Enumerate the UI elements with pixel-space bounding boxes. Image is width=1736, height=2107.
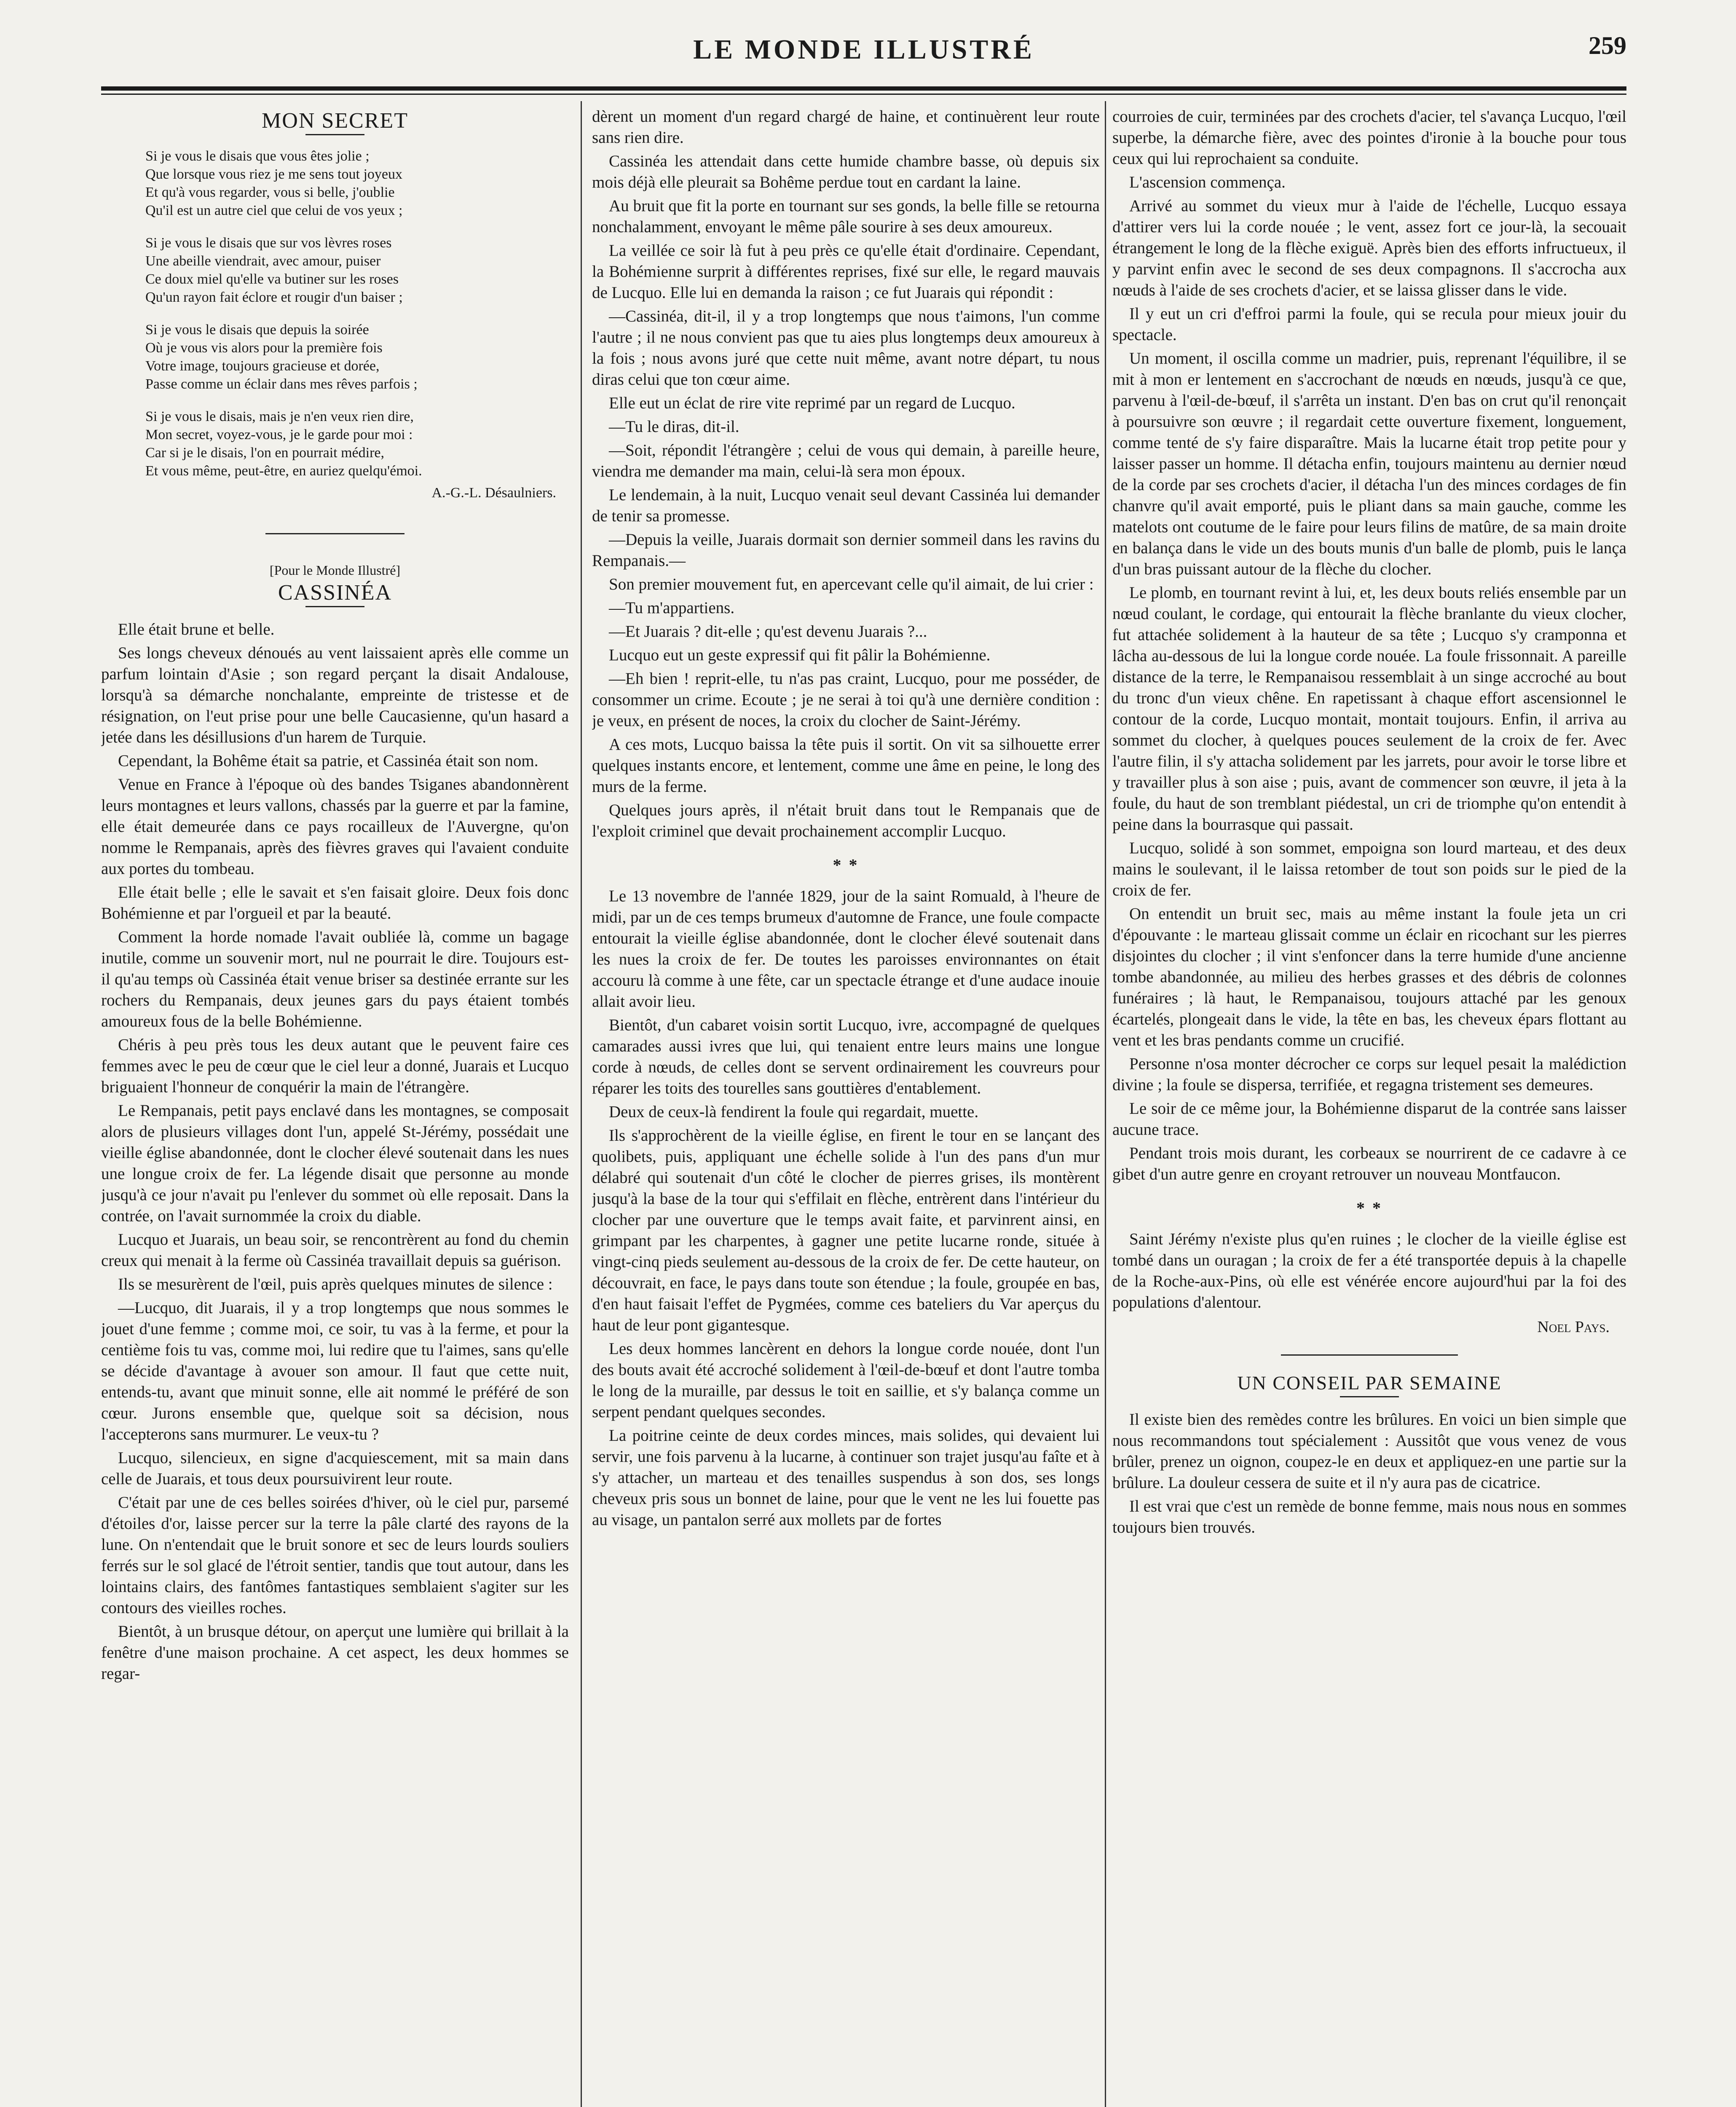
column-3 <box>1112 106 1626 2107</box>
column-divider <box>1105 101 1106 2107</box>
poem-line: Car si je le disais, l'on en pourrait médire, <box>145 445 384 461</box>
paragraph: Cassinéa les attendait dans cette humide chambre basse, où depuis six mois déjà elle pleurait sa Bohême perdue tout en cardant la laine. <box>592 152 1100 191</box>
paragraph: Elle était brune et belle. <box>118 620 275 638</box>
poem-line: Qu'il est un autre ciel que celui de vos yeux ; <box>145 203 403 218</box>
poem-line: Si je vous le disais que vous êtes jolie ; <box>145 148 370 164</box>
paragraph: Ils s'approchèrent de la vieille église, en firent le tour en se lançant des quolibets, puis, appliquant une échelle solide à l'un des pans d'un mur délabré qui soutenait d'un côté le clocher de pierres grises, ils montèrent jusqu'à la base de la tour qui s'effilait en flèche, entrèrent dans l'intérieur du clocher par une ouverture que le temps avait faite, et parvinrent ainsi, en grimpant par les charpentes, à gagner une petite lucarne ronde, située à vingt-cinq pieds seulement au-dessous de la croix de fer. De cette hauteur, on découvrait, en face, le pays dans toute son étendue ; la foule, groupée en bas, d'en haut faisait l'effet de Pygmées, comme ces bateliers du Var aperçus du haut de leur pont gigantesque. <box>592 1126 1100 1334</box>
page-number: 259 <box>1589 32 1626 59</box>
paragraph: Elle eut un éclat de rire vite reprimé par un regard de Lucquo. <box>609 394 1015 412</box>
paragraph: —Eh bien ! reprit-elle, tu n'as pas craint, Lucquo, pour me posséder, de consommer un crime. Ecoute ; je ne serai à toi qu'à une dernière condition : je veux, en présent de noces, la croix du clocher de Saint-Jérémy. <box>592 670 1100 730</box>
source-note: [Pour le Monde Illustré] <box>269 563 401 578</box>
paragraph: Ses longs cheveux dénoués au vent laissaient après elle comme un parfum lointain d'Asie ; son regard perçant la disait Andalouse, lorsqu'à sa démarche nonchalante, empreinte de tristesse et de résignation, on l'eut prise pour une belle Caucasienne, qu'un hasard a jetée dans les désillusions d'un harem de Turquie. <box>101 644 569 746</box>
poem-line: Si je vous le disais que sur vos lèvres roses <box>145 235 392 251</box>
paragraph: Bientôt, à un brusque détour, on aperçut une lumière qui brillait à la fenêtre d'une maison prochaine. A cet aspect, les deux hommes se regar- <box>101 1622 569 1683</box>
paragraph: Arrivé au sommet du vieux mur à l'aide de l'échelle, Lucquo essaya d'attirer vers lui la corde nouée ; le vent, assez fort ce jour-là, la secouait étrangement le long de la flèche exiguë. Après bien des efforts infructueux, il y parvint enfin avec le second de ses deux compagnons. Il s'accrocha aux nœuds à l'aide de ses crochets d'acier, et se laissa glisser dans le vide. <box>1112 197 1626 299</box>
poem-line: Si je vous le disais, mais je n'en veux rien dire, <box>145 409 414 424</box>
paragraph: Lucquo et Juarais, un beau soir, se rencontrèrent au fond du chemin creux qui menait à la ferme où Cassinéa travaillait depuis sa guérison. <box>101 1230 569 1270</box>
paragraph: L'ascension commença. <box>1129 173 1286 191</box>
paragraph: Son premier mouvement fut, en apercevant celle qu'il aimait, de lui crier : <box>609 575 1094 593</box>
paragraph: Les deux hommes lancèrent en dehors la longue corde nouée, dont l'un des bouts avait été accroché solidement à l'œil-de-bœuf et dont l'autre tomba le long de la muraille, par dessus le toit en saillie, et s'y balança comme un serpent pendant quelques secondes. <box>592 1340 1100 1421</box>
paragraph: Le plomb, en tournant revint à lui, et, les deux bouts reliés ensemble par un nœud coulant, le cordage, qui entourait la flèche branlante du vieux clocher, fut attachée solidement à la hauteur de sa tête ; Lucquo s'y cramponna et lâcha au-dessous de lui la longue corde nouée. La foule frissonnait. A pareille distance de la terre, le Rempanaisou ressemblait à un singe accroché au bout du tronc d'un vieux chêne. En rapetissant à chaque effort ascensionnel le contour de la corde, Lucquo montait, montait toujours. Enfin, il arriva au sommet du clocher, à quelques pouces seulement de la croix de fer. Avec l'autre filin, il s'y attacha solidement par les jarrets, pour avoir le torse libre et y travailler plus à son aise ; puis, avant de commencer son œuvre, il jeta à la foule, du haut de son tremblant piédestal, un cri de triomphe qu'on entendit à peine dans la bourrasque qui passait. <box>1112 584 1626 834</box>
paragraph: La veillée ce soir là fut à peu près ce qu'elle était d'ordinaire. Cependant, la Bohémienne surprit à différentes reprises, fixé sur elle, le regard mauvais de Lucquo. Elle lui en demanda la raison ; ce fut Juarais qui répondit : <box>592 241 1100 302</box>
paragraph: —Cassinéa, dit-il, il y a trop longtemps que nous t'aimons, l'un comme l'autre ; il ne nous convient pas que tu aies plus longtemps deux amoureux à la fois ; nous avons juré que cette nuit même, avant notre départ, tu nous diras celui que ton cœur aime. <box>592 307 1100 389</box>
paragraph: Comment la horde nomade l'avait oubliée là, comme un bagage inutile, comme un souvenir mort, nul ne pourrait le dire. Toujours est-il qu'au temps où Cassinéa était venue briser sa destinée errante sur les rochers du Rempanais, deux jeunes gars du pays étaient tombés amoureux fous de la belle Bohémienne. <box>101 928 569 1030</box>
poem-line: Que lorsque vous riez je me sens tout joyeux <box>145 166 402 182</box>
poem-stanza <box>145 147 569 220</box>
title-rule <box>305 606 364 607</box>
poem-title: MON SECRET <box>262 109 408 133</box>
title-rule <box>305 134 364 135</box>
advice-title: UN CONSEIL PAR SEMAINE <box>1237 1372 1502 1394</box>
poem-line: Qu'un rayon fait éclore et rougir d'un baiser ; <box>145 290 403 305</box>
paragraph: Lucquo, solidé à son sommet, empoigna son lourd marteau, et des deux mains le soulevant, il le laissa retomber de tout son poids sur le pied de la croix de fer. <box>1112 839 1626 899</box>
poem-line: Où je vous vis alors pour la première fois <box>145 340 383 356</box>
column-1 <box>101 106 569 2107</box>
paragraph: C'était par une de ces belles soirées d'hiver, où le ciel pur, parsemé d'étoiles d'or, laisse percer sur la terre la pâle clarté des rayons de la lune. On n'entendait que le bruit sonore et sec de leurs lourds souliers ferrés sur le sol glacé de l'étroit sentier, tandis que tout autour, dans les lointains clairs, des fantômes fantastiques semblaient s'agiter sur les contours des vieilles roches. <box>101 1493 569 1617</box>
paragraph: Cependant, la Bohême était sa patrie, et Cassinéa était son nom. <box>118 752 538 770</box>
paragraph: Un moment, il oscilla comme un madrier, puis, reprenant l'équilibre, il se mit à mon er lentement en s'accrochant de nœuds en nœuds, jusqu'à ce que, parvenu à l'œil-de-bœuf, il s'arrêta un instant. D'en bas on crut qu'il renonçait à poursuivre son œuvre ; il regardait cette ouverture fixement, longuement, comme tenté de s'y faire disparaître. Mais la lucarne était trop petite pour y laisser passer un homme. Il détacha enfin, toujours maintenu au dernier nœud de la corde par ses crochets d'acier, il détacha l'un des minces cordages de fin chanvre qu'il avait emporté, puis le pliant dans sa main gauche, comme les matelots ont coutume de le faire pour leurs filins de matûre, de sa main droite en balança dans le vide un des bouts munis d'un balle de plomb, puis le lança d'un bras puissant autour de la flèche du clocher. <box>1112 349 1626 578</box>
paragraph: Le soir de ce même jour, la Bohémienne disparut de la contrée sans laisser aucune trace. <box>1112 1099 1626 1139</box>
poem-line: Si je vous le disais que depuis la soirée <box>145 322 369 338</box>
paragraph: Chéris à peu près tous les deux autant que le peuvent faire ces femmes avec le peu de cœur que le ciel leur a donné, Juarais et Lucquo briguaient l'honneur de conquérir la main de l'étrangère. <box>101 1036 569 1096</box>
paragraph: Le 13 novembre de l'année 1829, jour de la saint Romuald, à l'heure de midi, par un de ces temps brumeux d'automne de France, une foule compacte entourait la vieille église abandonnée, dont le clocher élevé soutenait dans les nues la croix de fer. De toutes les paroisses environnantes on était accouru là comme à une fête, car un spectacle étrange et d'une audace inouie allait avoir lieu. <box>592 887 1100 1011</box>
paragraph: Elle était belle ; elle le savait et s'en faisait gloire. Deux fois donc Bohémienne et par l'orgueil et par la beauté. <box>101 883 569 922</box>
paragraph: On entendit un bruit sec, mais au même instant la foule jeta un cri d'épouvante : le marteau glissait comme un éclair en ricochant sur les pierres disjointes du clocher ; il vint s'enfoncer dans la terre humide d'une ancienne tombe abandonnée, au milieu des herbes grasses et des débris de colonnes funéraires ; là haut, le Rempanaisou, toujours attaché par les genoux écartelés, plongeait dans le vide, la tête en bas, les cheveux épars flottant au vent et les bras pendants comme un crucifié. <box>1112 905 1626 1049</box>
paragraph: —Soit, répondit l'étrangère ; celui de vous qui demain, à pareille heure, viendra me demander ma main, celui-là sera mon époux. <box>592 441 1100 480</box>
paragraph: —Tu le diras, dit-il. <box>609 418 739 436</box>
poem-stanza <box>145 407 569 480</box>
story-author: Noel Pays. <box>1537 1318 1610 1336</box>
poem-line: Passe comme un éclair dans mes rêves parfois ; <box>145 376 418 392</box>
column-2 <box>592 106 1100 2107</box>
paragraph: La poitrine ceinte de deux cordes minces, mais solides, qui devaient lui servir, une fois parvenu à la lucarne, à continuer son trajet jusqu'au faîte et à s'y attacher, un marteau et des tenailles suspendus à son dos, ses longs cheveux pris sous un bonnet de laine, pour que le vent ne les lui fouette pas au visage, un pantalon serré aux mollets par de fortes <box>592 1426 1100 1529</box>
paragraph: Le Rempanais, petit pays enclavé dans les montagnes, se composait alors de plusieurs villages dont l'un, appelé St-Jérémy, possédait une vieille église abandonnée, dont le clocher élevé soutenait dans les nues une longue croix de fer. La légende disait que personne au monde jusqu'à ce jour n'avait pu l'enlever du sommet où elle reposait. Dans la contrée, on l'avait surnommée la croix du diable. <box>101 1102 569 1225</box>
poem-line: Et vous même, peut-être, en auriez quelqu'émoi. <box>145 463 422 479</box>
paragraph: Lucquo eut un geste expressif qui fit pâlir la Bohémienne. <box>609 646 991 664</box>
story-text-col1 <box>101 619 569 1684</box>
header-rule-thin <box>101 94 1626 95</box>
column-divider <box>581 101 582 2107</box>
paragraph: Personne n'osa monter décrocher ce corps sur lequel pesait la malédiction divine ; la foule se dispersa, terrifiée, et regagna tristement ses demeures. <box>1112 1055 1626 1094</box>
title-rule <box>1340 1396 1399 1397</box>
paragraph: Lucquo, silencieux, en signe d'acquiescement, mit sa main dans celle de Juarais, et tous deux poursuivirent leur route. <box>101 1449 569 1488</box>
paragraph: Ils se mesurèrent de l'œil, puis après quelques minutes de silence : <box>118 1275 553 1293</box>
masthead <box>101 34 1626 74</box>
header-rule <box>101 86 1626 91</box>
section-rule <box>265 533 405 534</box>
paragraph: —Tu m'appartiens. <box>609 599 735 617</box>
paragraph: Pendant trois mois durant, les corbeaux se nourrirent de ce cadavre à ce gibet d'un autre genre en croyant retrouver un nouveau Montfaucon. <box>1112 1144 1626 1183</box>
section-rule <box>1281 1354 1458 1356</box>
poem-line: Mon secret, voyez-vous, je le garde pour moi : <box>145 427 413 442</box>
paragraph: Deux de ceux-là fendirent la foule qui regardait, muette. <box>609 1103 979 1121</box>
paragraph: dèrent un moment d'un regard chargé de haine, et continuèrent leur route sans rien dire. <box>592 107 1100 147</box>
paragraph: Le lendemain, à la nuit, Lucquo venait seul devant Cassinéa lui demander de tenir sa promesse. <box>592 486 1100 525</box>
poem <box>101 147 569 480</box>
poem-line: Et qu'à vous regarder, vous si belle, j'oublie <box>145 185 395 200</box>
poem-stanza <box>145 234 569 306</box>
newspaper-title: LE MONDE ILLUSTRÉ <box>693 34 1034 65</box>
paragraph: Il est vrai que c'est un remède de bonne femme, mais nous nous en sommes toujours bien trouvés. <box>1112 1497 1626 1536</box>
paragraph: Saint Jérémy n'existe plus qu'en ruines ; le clocher de la vieille église est tombé dans un ouragan ; la croix de fer a été transportée depuis à la chapelle de la Roche-aux-Pins, où elle est vénérée encore aujourd'hui par la foi des populations d'alentour. <box>1112 1230 1626 1311</box>
section-stars: * * <box>1356 1198 1382 1217</box>
poem-signature: A.-G.-L. Désaulniers. <box>431 485 556 501</box>
poem-line: Ce doux miel qu'elle va butiner sur les roses <box>145 271 399 287</box>
paragraph: Venue en France à l'époque où des bandes Tsiganes abandonnèrent leurs montagnes et leurs vallons, chassés par la guerre et par la famine, elle était demeurée dans ce pays rocailleux de l'Auvergne, qu'on nomme le Rempanais, après des fièvres graves qui l'avaient conduite aux portes du tombeau. <box>101 775 569 878</box>
section-stars: * * <box>833 855 859 874</box>
paragraph: A ces mots, Lucquo baissa la tête puis il sortit. On vit sa silhouette errer quelques instants encore, et lentement, comme une âme en peine, le long des murs de la ferme. <box>592 735 1100 796</box>
poem-line: Votre image, toujours gracieuse et dorée, <box>145 358 380 374</box>
paragraph: Quelques jours après, il n'était bruit dans tout le Rempanais que de l'exploit criminel que devait prochainement accomplir Lucquo. <box>592 801 1100 840</box>
paragraph: Il existe bien des remèdes contre les brûlures. En voici un bien simple que nous recommandons tout spécialement : Aussitôt que vous venez de vous brûler, prenez un oignon, coupez-le en deux et appliquez-en une partie sur la brûlure. La douleur cessera de suite et il n'y aura pas de cicatrice. <box>1112 1410 1626 1492</box>
paragraph: Il y eut un cri d'effroi parmi la foule, qui se recula pour mieux jouir du spectacle. <box>1112 305 1626 344</box>
paragraph: Bientôt, d'un cabaret voisin sortit Lucquo, ivre, accompagné de quelques camarades aussi ivres que lui, qui tenaient entre leurs mains une longue corde à nœuds, de celles dont se servent ordinairement les couvreurs pour réparer les toits des tourelles sans gouttières d'entablement. <box>592 1016 1100 1097</box>
paragraph: courroies de cuir, terminées par des crochets d'acier, tel s'avança Lucquo, l'œil superbe, la démarche fière, avec des pointes d'ironie à la bouche pour tous ceux qui lui reprochaient sa conduite. <box>1112 107 1626 168</box>
paragraph: —Lucquo, dit Juarais, il y a trop longtemps que nous sommes le jouet d'une femme ; comme moi, ce soir, tu vas à la ferme, et pour la centième fois tu vas, comme moi, lui redire que tu l'aimes, sans qu'elle se décide d'avantage à avouer son amour. Il faut que cette nuit, entends-tu, avant que minuit sonne, elle ait nommé le préféré de son cœur. Jurons ensemble que, quelque soit sa décision, nous l'accepterons sans murmurer. Le veux-tu ? <box>101 1299 569 1443</box>
paragraph: —Et Juarais ? dit-elle ; qu'est devenu Juarais ?... <box>609 622 927 641</box>
poem-line: Une abeille viendrait, avec amour, puiser <box>145 253 381 269</box>
paragraph: —Depuis la veille, Juarais dormait son dernier sommeil dans les ravins du Rempanais.— <box>592 531 1100 570</box>
story-title: CASSINÉA <box>278 581 392 605</box>
poem-stanza <box>145 321 569 393</box>
paragraph: Au bruit que fit la porte en tournant sur ses gonds, la belle fille se retourna nonchalamment, envoyant le même pâle sourire à ses deux amoureux. <box>592 197 1100 236</box>
